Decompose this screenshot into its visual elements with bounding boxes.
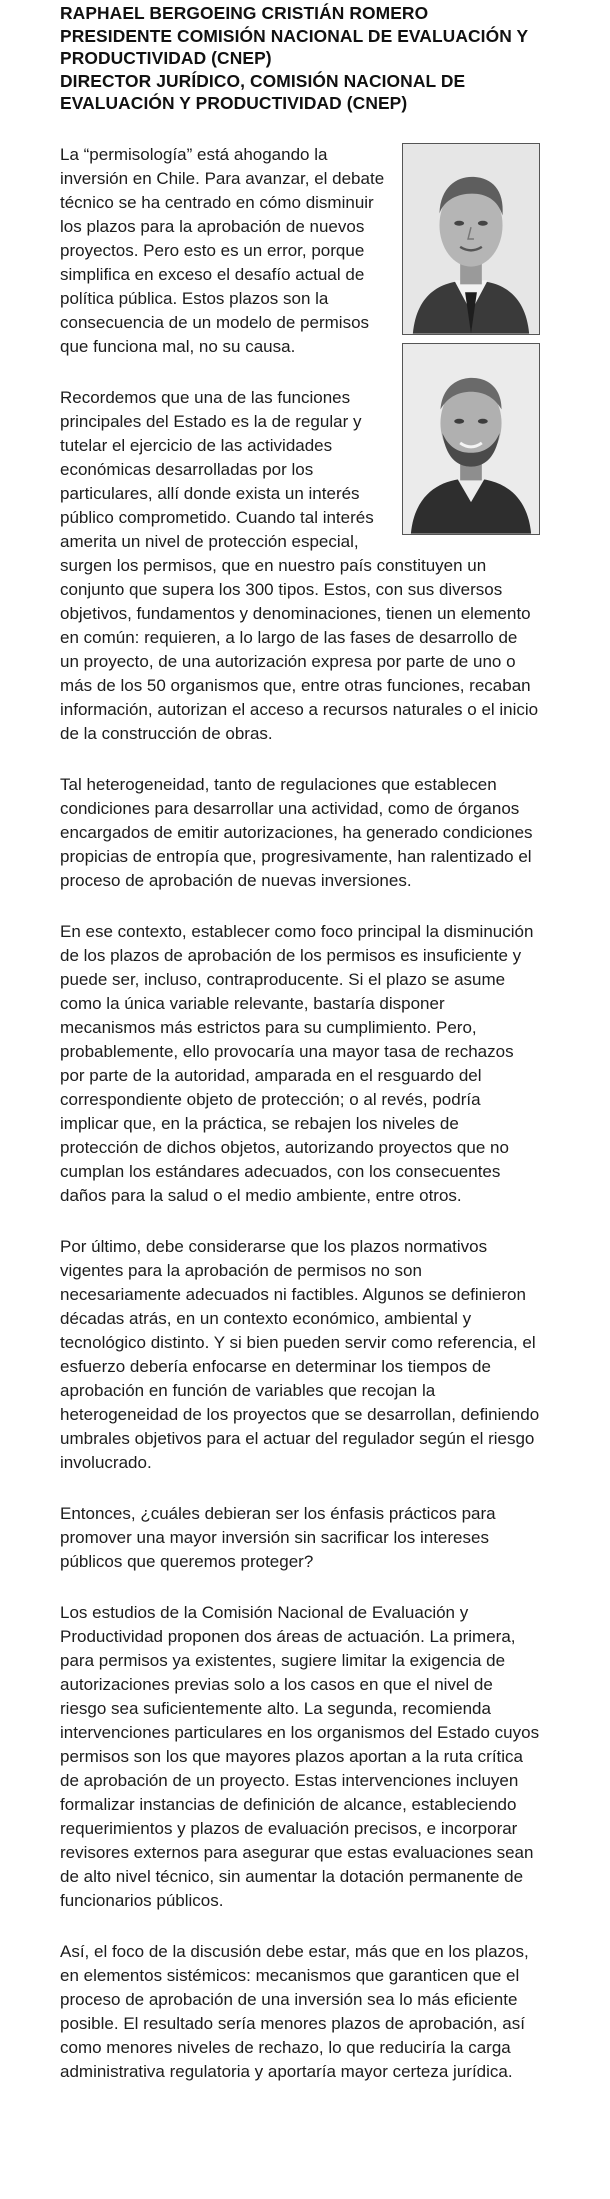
byline-title-2-cont: EVALUACIÓN Y PRODUCTIVIDAD (CNEP)	[60, 93, 408, 114]
author-photos	[402, 143, 540, 543]
byline-title-1: PRESIDENTE COMISIÓN NACIONAL DE EVALUACIÓN Y	[60, 25, 529, 46]
author-photo-2	[402, 343, 540, 535]
byline-title-1-cont: PRODUCTIVIDAD (CNEP)	[60, 48, 272, 69]
portrait-photo-icon	[403, 144, 539, 334]
paragraph-5: Por último, debe considerarse que los plazos normativos vigentes para la aprobación de permisos no son necesariamente adecuados ni factibles. Algunos se definieron décadas atrás, en un contexto económico, ambiental y tecnológico distinto. Y si bien pueden servir como referencia, el esfuerzo debería enfocarse en determinar los tiempos de aprobación en función de variables que recojan la heterogeneidad de los proyectos que se desarrollan, definiendo umbrales objetivos para el actuar del regulador según el riesgo involucrado.	[60, 1236, 540, 1472]
paragraph-1: La “permisología” está ahogando la inversión en Chile. Para avanzar, el debate técnico se ha centrado en cómo disminuir los plazos para la aprobación de nuevos proyectos. Pero esto es un error, porque simplifica en exceso el desafío actual de política pública. Estos plazos son la consecuencia de un modelo de permisos que funciona mal, no su causa.	[60, 144, 385, 356]
byline-title-2: DIRECTOR JURÍDICO, COMISIÓN NACIONAL DE	[60, 70, 466, 91]
byline-authors: RAPHAEL BERGOEING CRISTIÁN ROMERO	[60, 3, 429, 23]
paragraph-3: Tal heterogeneidad, tanto de regulaciones que establecen condiciones para desarrollar una actividad, como de órganos encargados de emitir autorizaciones, ha generado condiciones propicias de entropía que, progresivamente, han ralentizado el proceso de aprobación de nuevas inversiones.	[60, 774, 533, 890]
article-body	[60, 143, 540, 2084]
paragraph-7: Los estudios de la Comisión Nacional de Evaluación y Productividad proponen dos áreas de actuación. La primera, para permisos ya existentes, sugiere limitar la exigencia de autorizaciones previas solo a los casos en que el nivel de riesgo sea suficientemente alto. La segunda, recomienda intervenciones particulares en los organismos del Estado cuyos permisos son los que mayores plazos aportan a la ruta crítica de aprobación de un proyecto. Estas intervenciones incluyen formalizar instancias de definición de alcance, estableciendo requerimientos y plazos de evaluación precisos, e incorporar revisores externos para asegurar que estas evaluaciones sean de alto nivel técnico, sin aumentar la dotación permanente de funcionarios públicos.	[60, 1602, 540, 1910]
paragraph-2: Recordemos que una de las funciones principales del Estado es la de regular y tutelar el ejercicio de las actividades económicas desarrolladas por los particulares, allí donde exista un interés público comprometido. Cuando tal interés amerita un nivel de protección especial, surgen los permisos, que en nuestro país constituyen un conjunto que supera los 300 tipos. Estos, con sus diversos objetivos, fundamentos y denominaciones, tienen un elemento en común: requieren, a lo largo de las fases de desarrollo de un proyecto, de una autorización expresa por parte de uno o más de los 50 organismos que, entre otras funciones, recaban información, autorizan el acceso a recursos naturales o el inicio de la construcción de obras.	[60, 387, 539, 743]
paragraph-4: En ese contexto, establecer como foco principal la disminución de los plazos de aprobación de los permisos es insuficiente y puede ser, incluso, contraproducente. Si el plazo se asume como la única variable relevante, bastaría disponer mecanismos más estrictos para su cumplimiento. Pero, probablemente, ello provocaría una mayor tasa de rechazos por parte de la autoridad, amparada en el resguardo del correspondiente objeto de protección; o al revés, podría implicar que, en la práctica, se rebajen los niveles de protección de dichos objetos, autorizando proyectos que no cumplan los estándares adecuados, con los consecuentes daños para la salud o el medio ambiente, entre otros.	[60, 921, 534, 1205]
paragraph-6: Entonces, ¿cuáles debieran ser los énfasis prácticos para promover una mayor inversión sin sacrificar los intereses públicos que queremos proteger?	[60, 1503, 496, 1571]
author-byline	[60, 0, 540, 115]
paragraph-8: Así, el foco de la discusión debe estar, más que en los plazos, en elementos sistémicos: mecanismos que garanticen que el proceso de aprobación de una inversión sea lo más eficiente posible. El resultado sería menores plazos de aprobación, así como menores niveles de rechazo, lo que reduciría la carga administrativa regulatoria y aportaría mayor certeza jurídica.	[60, 1941, 529, 2081]
portrait-photo-icon	[403, 344, 539, 534]
author-photo-1	[402, 143, 540, 335]
